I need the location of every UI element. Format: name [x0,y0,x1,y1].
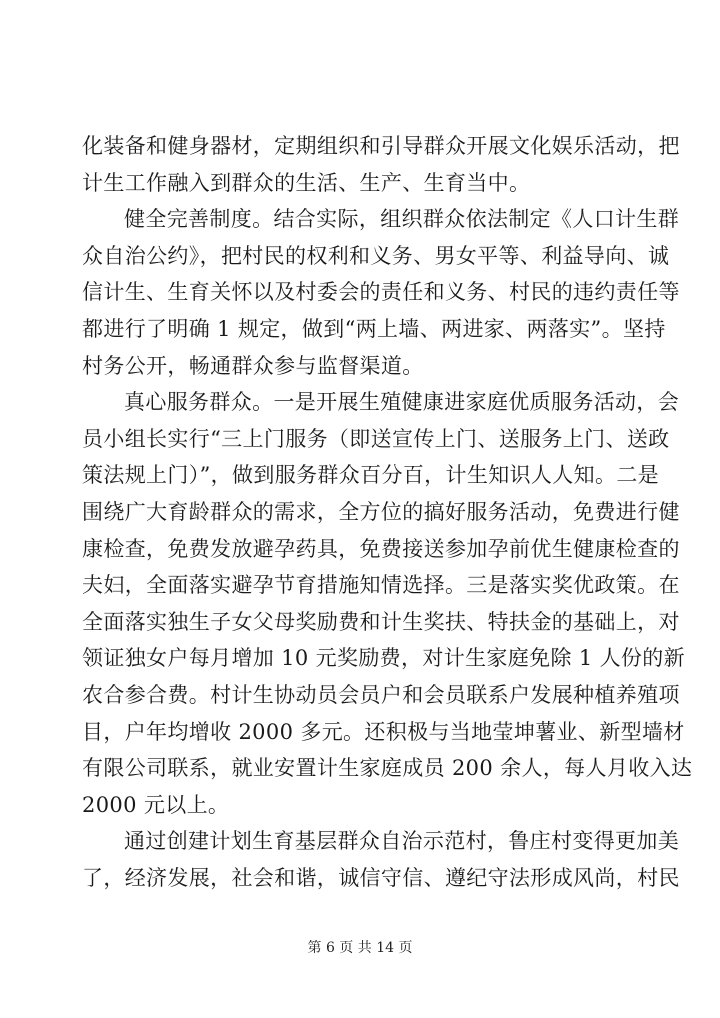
paragraph-heading-line: 真心服务群众。一是开展生殖健康进家庭优质服务活动，会 [124,390,680,415]
text-line: 策法规上门）”，做到服务群众百分百，计生知识人人知。二是 [82,463,660,488]
page-number-footer: 第 6 页 共 14 页 [307,940,413,956]
text-line: 村务公开，畅通群众参与监督渠道。 [82,353,424,378]
body-text [82,128,693,896]
text-line: 众自治公约》，把村民的权利和义务、男女平等、利益导向、诚 [82,243,670,268]
text-line: 有限公司联系，就业安置计生家庭成员 200 余人，每人月收入达 [82,756,693,781]
text-line: 康检查，免费发放避孕药具，免费接送参加孕前优生健康检查的 [82,536,680,561]
paragraph-heading-line: 健全完善制度。结合实际，组织群众依法制定《人口计生群 [124,207,680,232]
text-line: 员小组长实行“三上门服务（即送宣传上门、送服务上门、送政 [82,426,670,451]
text-line: 夫妇，全面落实避孕节育措施知情选择。三是落实奖优政策。在 [82,573,680,598]
text-line: 目，户年均增收 2000 多元。还积极与当地莹坤薯业、新型墙材 [82,719,685,744]
text-line: 都进行了明确 1 规定，做到“两上墙、两进家、两落实”。坚持 [82,316,666,341]
text-line: 领证独女户每月增加 10 元奖励费，对计生家庭免除 1 人份的新 [82,646,685,671]
text-line: 化装备和健身器材，定期组织和引导群众开展文化娱乐活动，把 [82,134,680,158]
text-line: 农合参合费。村计生协动员会员户和会员联系户发展种植养殖项 [82,682,680,707]
text-line: 全面落实独生子女父母奖励费和计生奖扶、特扶金的基础上，对 [82,609,680,634]
text-line: 围绕广大育龄群众的需求，全方位的搞好服务活动，免费进行健 [82,499,680,524]
text-line: 信计生、生育关怀以及村委会的责任和义务、村民的违约责任等 [82,280,680,305]
text-line: 2000 元以上。 [82,792,230,817]
text-line: 了，经济发展，社会和谐，诚信守信、遵纪守法形成风尚，村民 [82,865,680,890]
text-line: 计生工作融入到群众的生活、生产、生育当中。 [82,170,531,195]
paragraph-heading-line: 通过创建计划生育基层群众自治示范村，鲁庄村变得更加美 [124,829,680,854]
